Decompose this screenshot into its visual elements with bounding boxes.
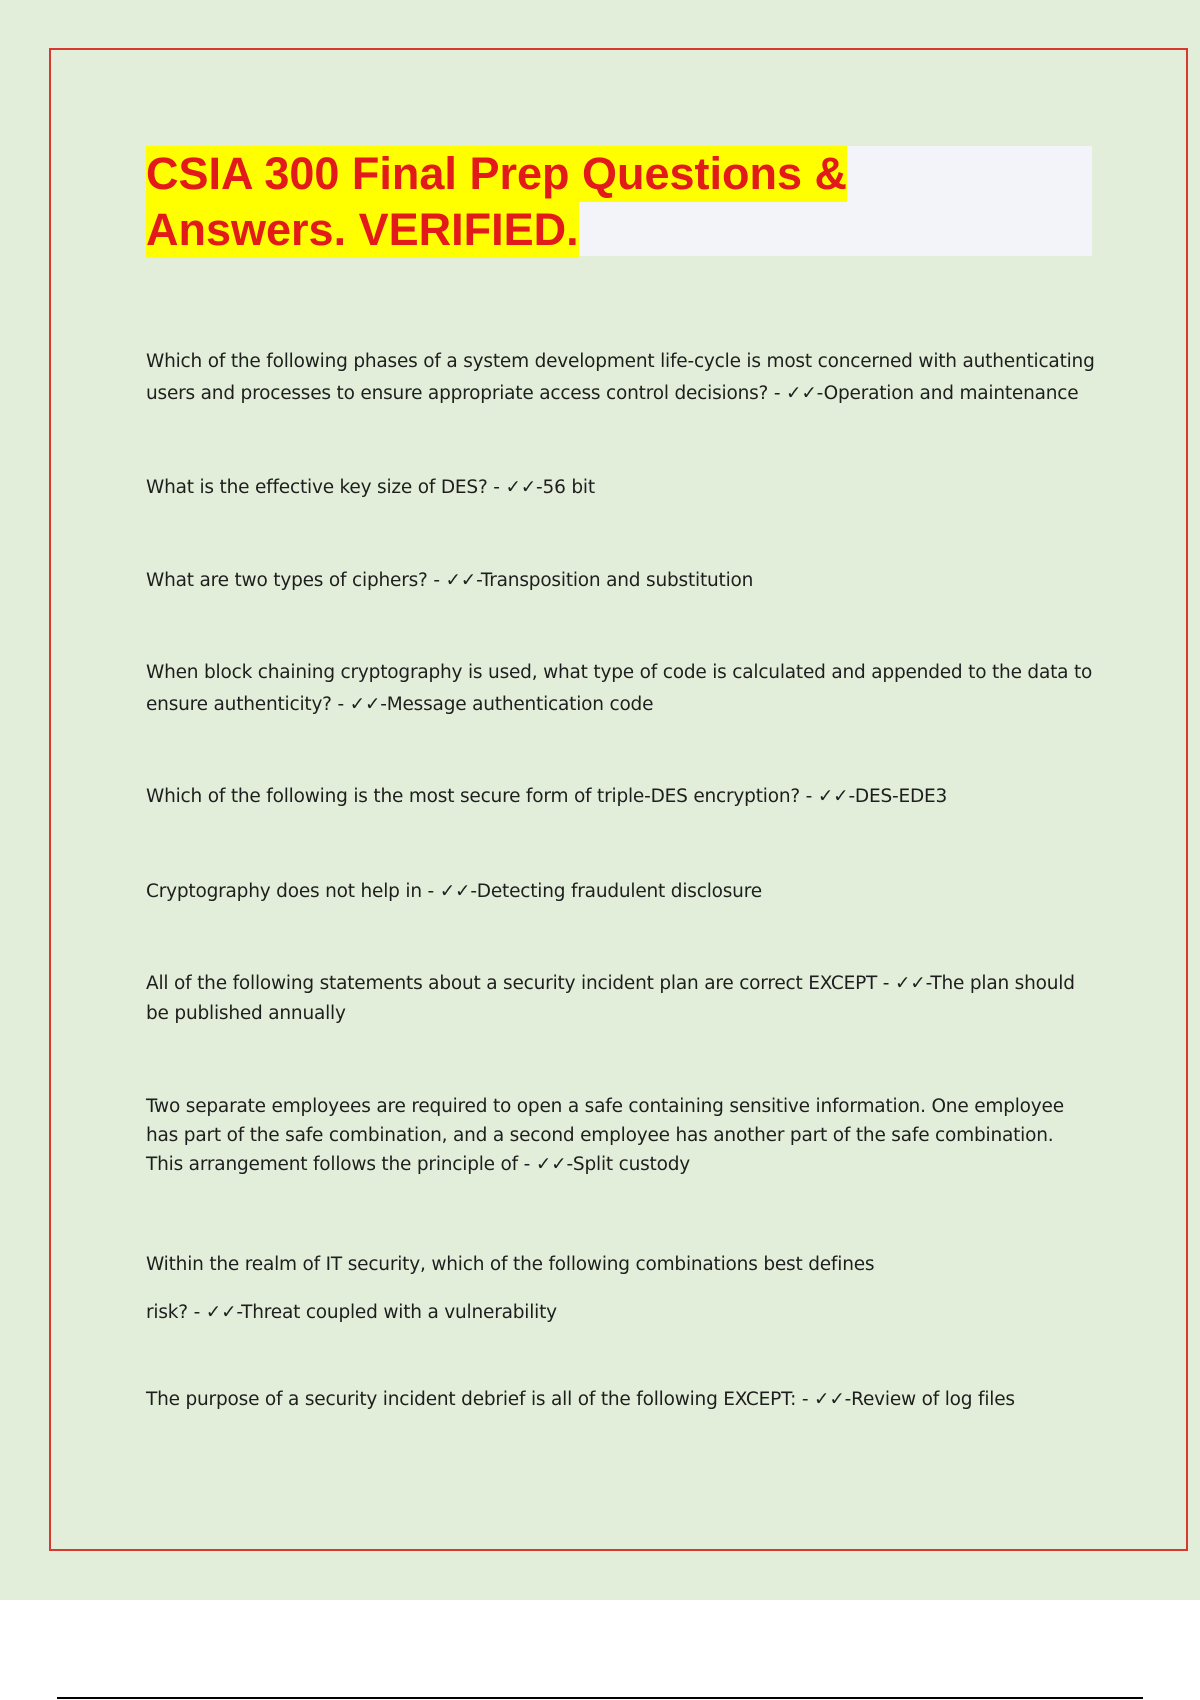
qa-item-10 bbox=[146, 1384, 1096, 1416]
qa-item-8 bbox=[146, 1092, 1096, 1179]
answer-text: -Message authentication code bbox=[380, 694, 654, 715]
qa-item-2 bbox=[146, 472, 1096, 504]
double-check-icon: ✓✓ bbox=[814, 1389, 845, 1410]
double-check-icon: ✓✓ bbox=[817, 786, 849, 807]
document-title-line-2: Answers. VERIFIED. bbox=[146, 202, 579, 258]
question-text: Within the realm of IT security, which of the following combinations best defines risk? - bbox=[146, 1254, 875, 1323]
answer-text: -The plan should be published annually bbox=[146, 973, 1075, 1024]
qa-item-9 bbox=[146, 1241, 906, 1337]
qa-item-5 bbox=[146, 781, 1096, 813]
question-text: What are two types of ciphers? - bbox=[146, 570, 440, 591]
double-check-icon: ✓✓ bbox=[439, 881, 471, 902]
answer-text: -Detecting fraudulent disclosure bbox=[470, 881, 762, 902]
document-title-line-1: CSIA 300 Final Prep Questions & bbox=[146, 146, 847, 202]
question-text: Which of the following phases of a system development life-cycle is most concerned with authenticating users and processes to ensure appropriate access control decisions? - bbox=[146, 351, 1095, 404]
question-text: Cryptography does not help in - bbox=[146, 881, 435, 902]
qa-item-4 bbox=[146, 657, 1096, 721]
question-text: The purpose of a security incident debrief is all of the following EXCEPT: - bbox=[146, 1389, 809, 1410]
question-text: Two separate employees are required to open a safe containing sensitive information. One employee has part of the safe combination, and a second employee has another part of the safe combination. This arrangement follows the principle of - bbox=[146, 1096, 1064, 1175]
question-text: Which of the following is the most secure form of triple-DES encryption? - bbox=[146, 786, 813, 807]
qa-item-1 bbox=[146, 346, 1096, 410]
question-text: When block chaining cryptography is used, what type of code is calculated and appended to the data to ensure authenticity? - bbox=[146, 662, 1093, 715]
double-check-icon: ✓✓ bbox=[205, 1302, 237, 1323]
qa-item-3 bbox=[146, 565, 1096, 597]
qa-item-6 bbox=[146, 876, 1096, 908]
double-check-icon: ✓✓ bbox=[505, 477, 537, 498]
question-text: All of the following statements about a security incident plan are correct EXCEPT - bbox=[146, 973, 890, 994]
answer-text: -Operation and maintenance bbox=[816, 383, 1079, 404]
answer-text: -Review of log files bbox=[844, 1389, 1015, 1410]
footer-divider bbox=[57, 1697, 1143, 1699]
answer-text: -Transposition and substitution bbox=[476, 570, 754, 591]
answer-text: -DES-EDE3 bbox=[848, 786, 948, 807]
double-check-icon: ✓✓ bbox=[445, 570, 477, 591]
double-check-icon: ✓✓ bbox=[535, 1154, 567, 1175]
double-check-icon: ✓✓ bbox=[894, 973, 926, 994]
answer-text: -Split custody bbox=[566, 1154, 691, 1175]
double-check-icon: ✓✓ bbox=[349, 694, 381, 715]
answer-text: -Threat coupled with a vulnerability bbox=[236, 1302, 557, 1323]
double-check-icon: ✓✓ bbox=[786, 383, 817, 404]
question-text: What is the effective key size of DES? - bbox=[146, 477, 500, 498]
qa-item-7 bbox=[146, 969, 1096, 1029]
answer-text: -56 bit bbox=[536, 477, 595, 498]
